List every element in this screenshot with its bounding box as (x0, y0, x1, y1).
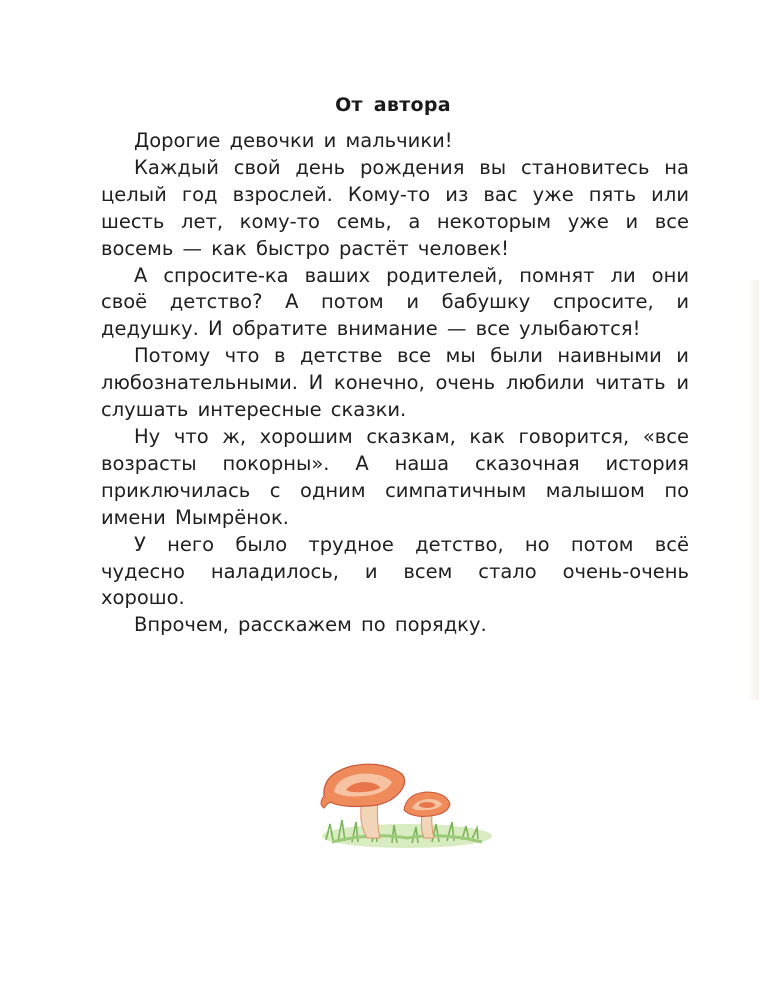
paragraph: Потому что в детстве все мы были наивными и любознательными. И конечно, очень любили читать и слушать интересные сказки. (101, 344, 689, 422)
grass-icon (322, 820, 492, 848)
body-text (101, 128, 689, 639)
paragraph: А спросите-ка ваших родителей, помнят ли они своё детство? А потом и бабушку спросите, и дедушку. И обратите внимание — все улыбаются! (101, 263, 689, 341)
paragraph: Впрочем, расскажем по порядку. (134, 613, 487, 637)
page-title: От автора (335, 94, 451, 116)
paragraph: У него было трудное детство, но потом всё чудесно наладилось, и всем стало очень-очень хорошо. (101, 532, 689, 610)
paragraph: Каждый свой день рождения вы становитесь на целый год взрослей. Кому-то из вас уже пять или шесть лет, кому-то семь, а некоторым уже и все восемь — как быстро растёт человек! (101, 155, 689, 260)
paragraph: Дорогие девочки и мальчики! (134, 129, 453, 152)
page-edge-shadow (747, 280, 759, 700)
mushrooms-icon (312, 752, 492, 852)
paragraph: Ну что ж, хорошим сказкам, как говорится, «все возрасты покорны». А наша сказочная история приключилась с одним симпатичным малышом по имени Мымрёнок. (101, 424, 689, 529)
